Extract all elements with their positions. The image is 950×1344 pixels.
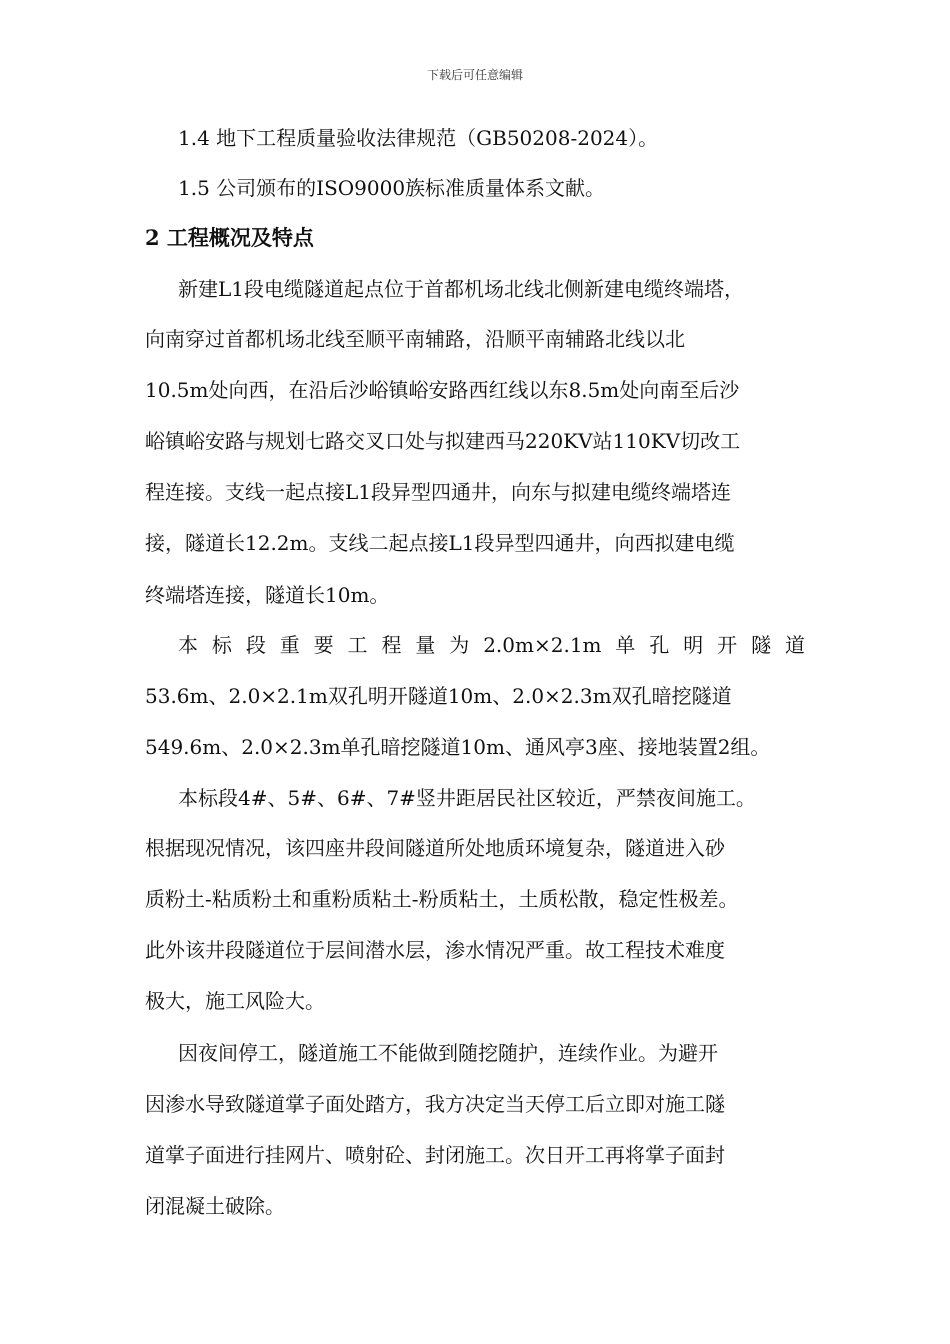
para2-line: 549.6m、2.0×2.3m单孔暗挖隧道10m、通风亭3座、接地装置2组。 xyxy=(145,735,771,759)
para2-line: 本标段重要工程量为2.0m×2.1m单孔明开隧道 xyxy=(178,633,805,657)
section-title: 2 工程概况及特点 xyxy=(145,225,314,250)
para3-line: 此外该井段隧道位于层间潜水层，渗水情况严重。故工程技术难度 xyxy=(145,938,725,962)
para1-line: 向南穿过首都机场北线至顺平南辅路，沿顺平南辅路北线以北 xyxy=(145,327,685,351)
para4-line: 闭混凝土破除。 xyxy=(145,1194,285,1218)
para1-line: 峪镇峪安路与规划七路交叉口处与拟建西马220KV站110KV切改工 xyxy=(145,429,741,453)
para3-line: 本标段4#、5#、6#、7#竖井距居民社区较近，严禁夜间施工。 xyxy=(178,786,756,810)
para3-line: 极大，施工风险大。 xyxy=(145,989,325,1013)
para2-line: 53.6m、2.0×2.1m双孔明开隧道10m、2.0×2.3m双孔暗挖隧道 xyxy=(145,684,732,708)
para1-line: 终端塔连接，隧道长10m。 xyxy=(145,583,390,607)
page-header: 下载后可任意编辑 xyxy=(426,68,523,82)
para1-line: 10.5m处向西，在沿后沙峪镇峪安路西红线以东8.5m处向南至后沙 xyxy=(145,378,740,402)
para4-line: 因渗水导致隧道掌子面处踏方，我方决定当天停工后立即对施工隧 xyxy=(145,1092,725,1116)
para4-line: 因夜间停工，隧道施工不能做到随挖随护，连续作业。为避开 xyxy=(178,1041,718,1065)
item-1-4: 1.4 地下工程质量验收法律规范（GB50208-2024）。 xyxy=(178,126,659,150)
para1-line: 新建L1段电缆隧道起点位于首都机场北线北侧新建电缆终端塔， xyxy=(178,277,745,301)
item-1-5: 1.5 公司颁布的ISO9000族标准质量体系文献。 xyxy=(178,176,606,200)
para4-line: 道掌子面进行挂网片、喷射砼、封闭施工。次日开工再将掌子面封 xyxy=(145,1143,725,1167)
para3-line: 根据现况情况，该四座井段间隧道所处地质环境复杂，隧道进入砂 xyxy=(145,836,725,860)
para1-line: 程连接。支线一起点接L1段异型四通井，向东与拟建电缆终端塔连 xyxy=(145,480,732,504)
para1-line: 接，隧道长12.2m。支线二起点接L1段异型四通井，向西拟建电缆 xyxy=(145,531,735,555)
para3-line: 质粉土-粘质粉土和重粉质粘土-粉质粘土，土质松散，稳定性极差。 xyxy=(145,887,739,911)
